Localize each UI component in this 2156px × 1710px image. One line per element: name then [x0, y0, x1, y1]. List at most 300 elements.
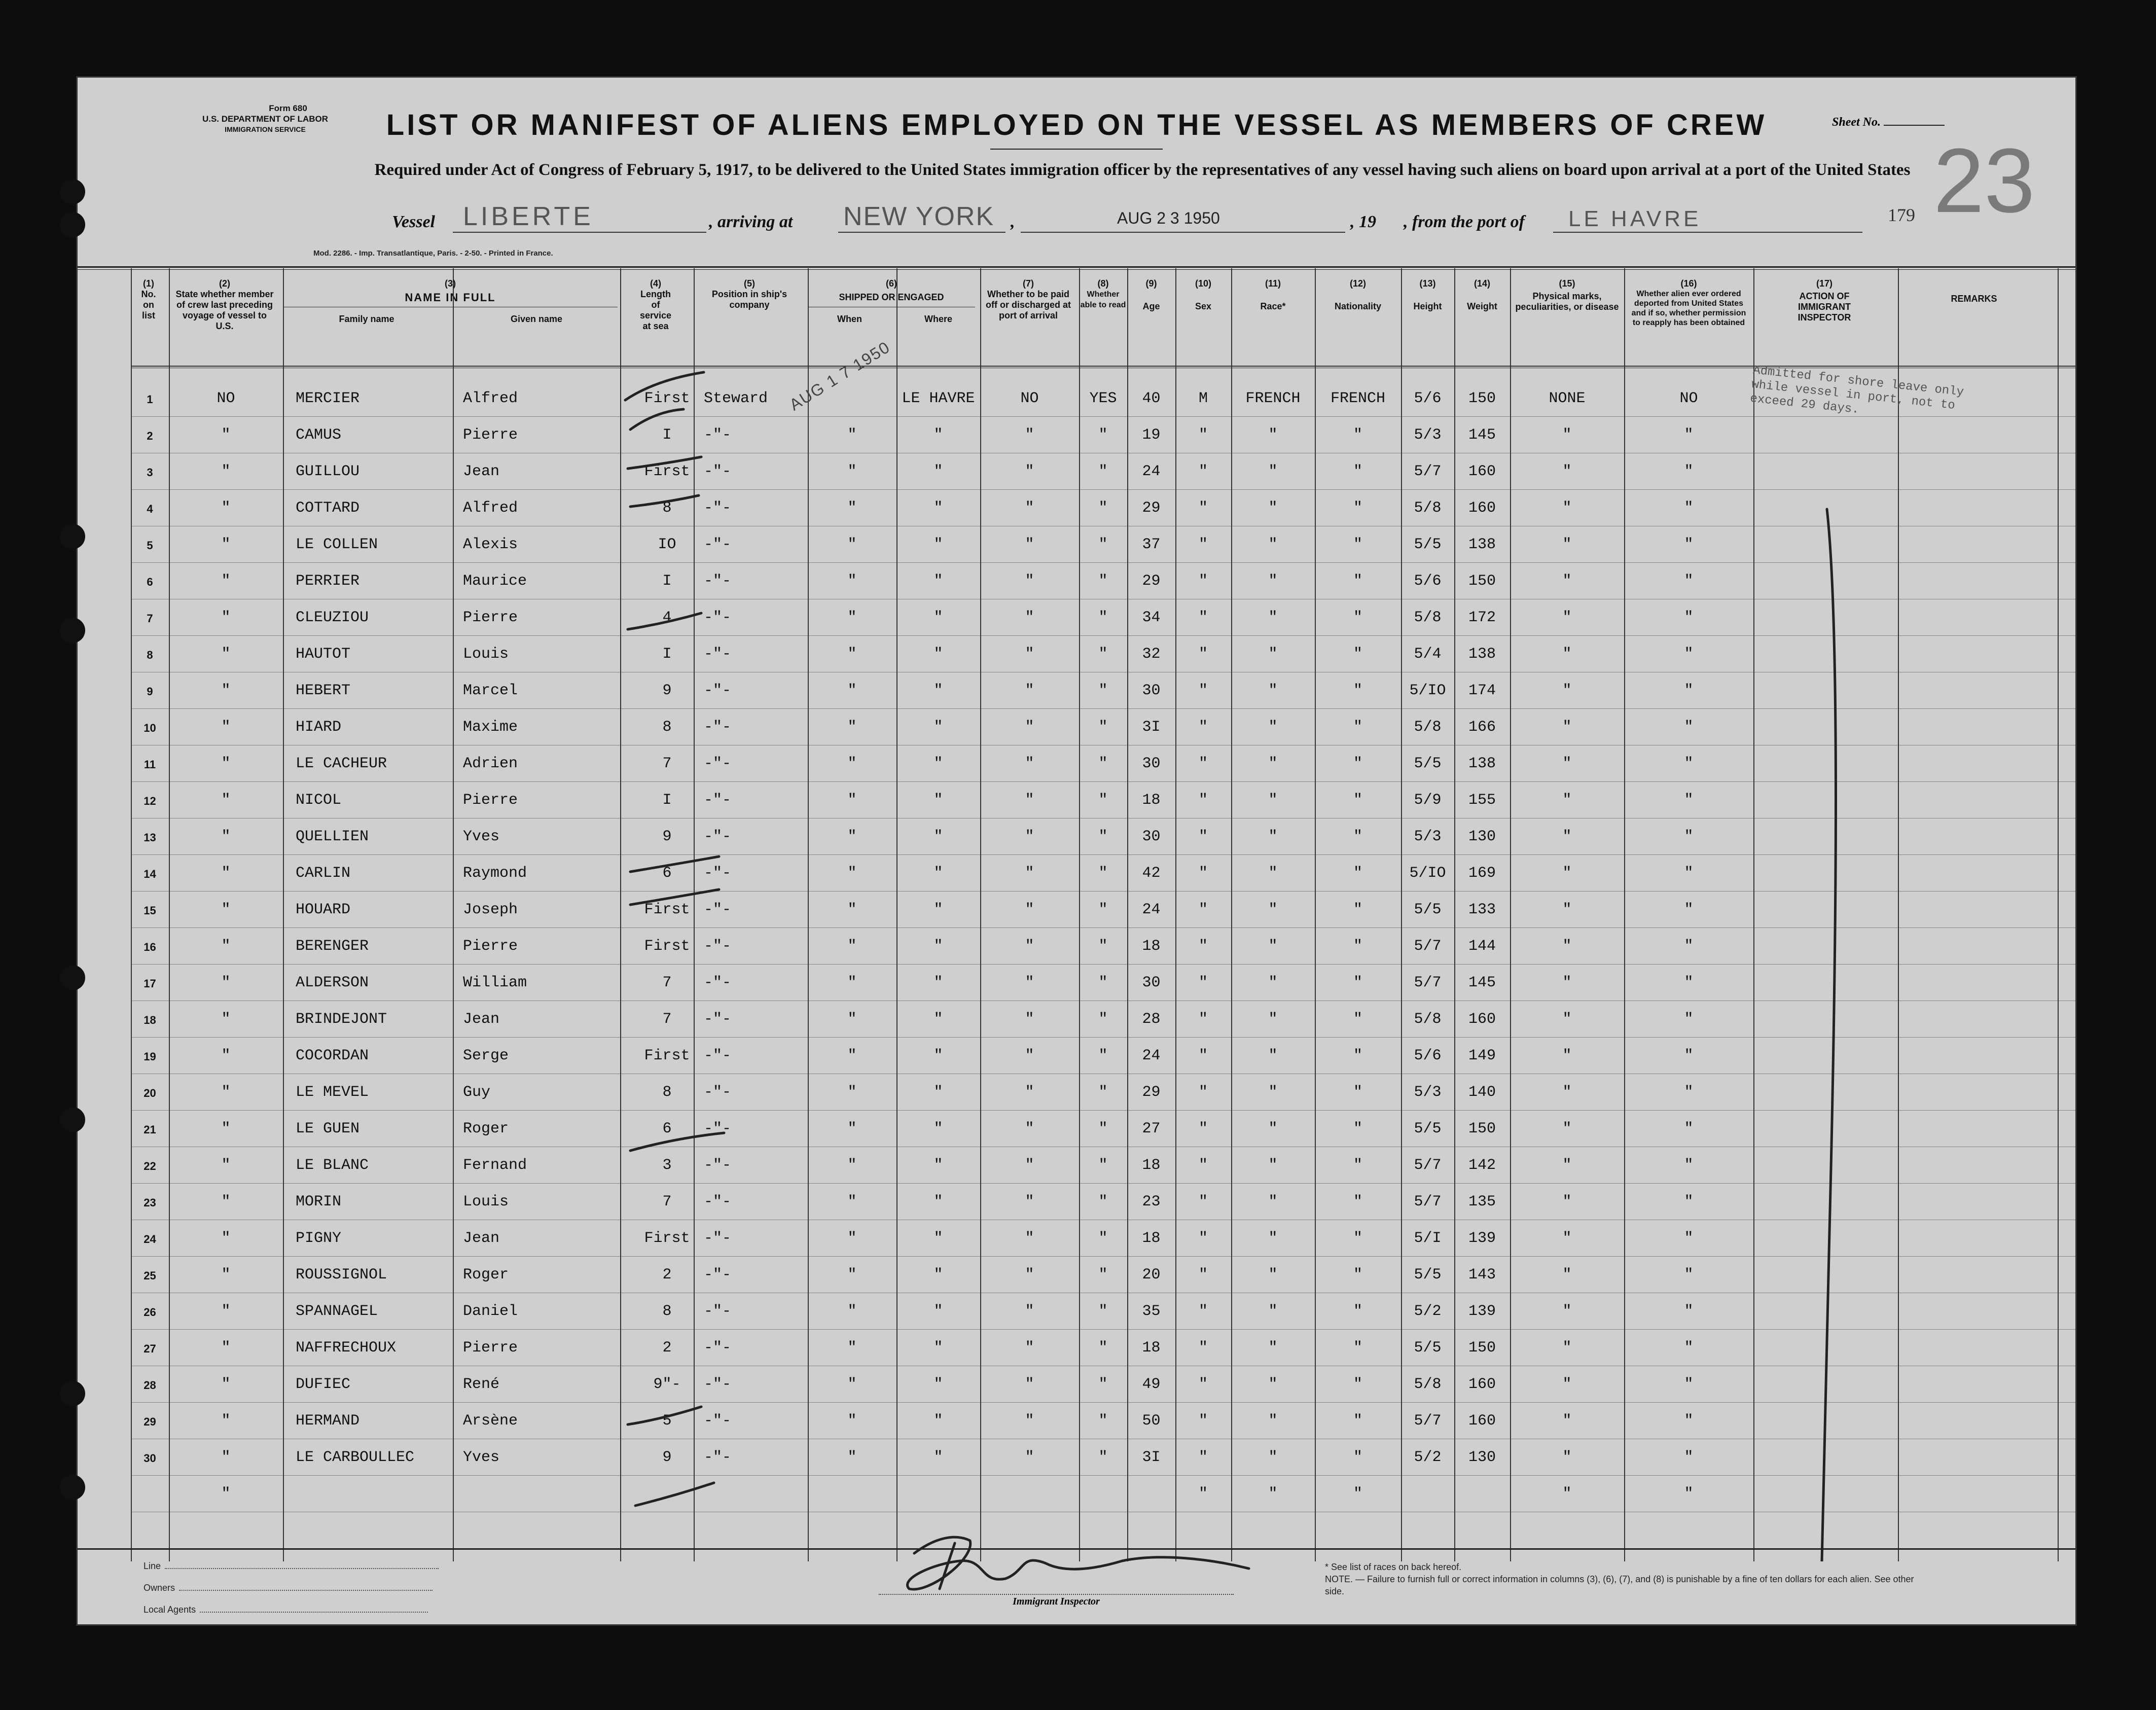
cell-sex: ": [1198, 609, 1208, 626]
cell-deported: ": [1684, 536, 1694, 553]
cell-sex: ": [1198, 755, 1208, 772]
cell-row-number: 20: [143, 1087, 156, 1099]
cell-age: 24: [1142, 901, 1161, 918]
cell-given-name: Maxime: [463, 719, 518, 736]
cell-service-length: 5: [662, 1412, 672, 1430]
cell-able-to-read: ": [1098, 1449, 1108, 1466]
cell-deported: ": [1684, 1230, 1694, 1247]
cell-family-name: NAFFRECHOUX: [296, 1339, 397, 1357]
cell-shipped-where: ": [933, 1011, 943, 1028]
cell-given-name: Marcel: [463, 682, 518, 699]
cell-prev-voyage: ": [221, 1412, 231, 1430]
cell-physical-marks: ": [1562, 1303, 1572, 1320]
cell-sex: ": [1198, 463, 1208, 480]
cell-prev-voyage: NO: [217, 390, 235, 407]
cell-age: 24: [1142, 463, 1161, 480]
cell-height: 5/I: [1414, 1230, 1442, 1247]
cell-sex: ": [1198, 1449, 1208, 1466]
cell-shipped-where: ": [933, 646, 943, 663]
cell-service-length: 9"-: [653, 1376, 681, 1393]
cell-weight: 142: [1468, 1157, 1496, 1174]
cell-given-name: Yves: [463, 1449, 500, 1466]
col-header-11: (11) Race*: [1260, 278, 1286, 311]
cell-row-number: 6: [147, 576, 153, 588]
cell-service-length: 8: [662, 719, 672, 736]
col-header-4: (4) Length of service at sea: [639, 278, 672, 331]
cell-row-number: 4: [147, 503, 153, 515]
cell-service-length: IO: [658, 536, 676, 553]
cell-row-number: 27: [143, 1342, 156, 1355]
col-header-6: (6) SHIPPED OR ENGAGED: [839, 278, 944, 302]
cell-row-number: 24: [143, 1233, 156, 1245]
cell-height: 5/6: [1414, 573, 1442, 590]
cell-paid-off: ": [1025, 1376, 1034, 1393]
cell-deported: ": [1684, 1193, 1694, 1210]
cell-deported: ": [1684, 719, 1694, 736]
cell-weight: 130: [1468, 828, 1496, 845]
cell-given-name: Pierre: [463, 609, 518, 626]
cell-prev-voyage: ": [221, 573, 231, 590]
owners-field: Owners: [143, 1583, 433, 1593]
cell-service-length: First: [644, 1230, 690, 1247]
cell-shipped-when: ": [847, 1303, 857, 1320]
cell-nationality: ": [1353, 755, 1362, 772]
cell-deported: ": [1684, 1376, 1694, 1393]
cell-race: ": [1268, 1157, 1278, 1174]
cell-shipped-where: ": [933, 463, 943, 480]
col-header-14: (14) Weight: [1467, 278, 1497, 311]
cell-nationality: ": [1353, 646, 1362, 663]
cell-nationality: ": [1353, 938, 1362, 955]
vessel-label: Vessel: [392, 212, 435, 231]
cell-height: 5/8: [1414, 500, 1442, 517]
cell-race: ": [1268, 755, 1278, 772]
cell-sex: ": [1198, 426, 1208, 444]
col-header-given: Given name: [510, 314, 563, 324]
cell-able-to-read: ": [1098, 792, 1108, 809]
cell-row-number: 16: [143, 941, 156, 953]
cell-row-number: 7: [147, 612, 153, 625]
cell-height: 5/5: [1414, 1266, 1442, 1284]
cell-age: 3I: [1142, 1449, 1161, 1466]
cell-shipped-where: ": [933, 1412, 943, 1430]
cell-row-number: 1: [147, 393, 153, 406]
cell-prev-voyage: ": [221, 646, 231, 663]
cell-age: 20: [1142, 1266, 1161, 1284]
cell-race: ": [1268, 974, 1278, 991]
cell-nationality: ": [1353, 1011, 1362, 1028]
cell-position: -"-: [704, 536, 732, 553]
cell-height: 5/4: [1414, 646, 1442, 663]
cell-deported: ": [1684, 1157, 1694, 1174]
inspector-signature-line: Immigrant Inspector: [879, 1594, 1234, 1608]
cell-race: ": [1268, 1084, 1278, 1101]
cell-able-to-read: ": [1098, 609, 1108, 626]
cell-row-number: 25: [143, 1269, 156, 1282]
col-header-3: (3) NAME IN FULL: [405, 278, 496, 304]
cell-shipped-where: ": [933, 1230, 943, 1247]
cell-physical-marks: ": [1562, 755, 1572, 772]
year-suffix: , 19: [1350, 212, 1376, 231]
cell-weight: 138: [1468, 536, 1496, 553]
cell-able-to-read: ": [1098, 1412, 1108, 1430]
cell-prev-voyage: ": [221, 1485, 231, 1503]
cell-age: 35: [1142, 1303, 1161, 1320]
cell-weight: 130: [1468, 1449, 1496, 1466]
cell-shipped-where: ": [933, 536, 943, 553]
cell-age: 29: [1142, 573, 1161, 590]
col-header-1: (1) No. on list: [141, 278, 156, 320]
cell-prev-voyage: ": [221, 1047, 231, 1064]
cell-given-name: Roger: [463, 1266, 509, 1284]
cell-able-to-read: YES: [1089, 390, 1117, 407]
cell-weight: 169: [1468, 865, 1496, 882]
cell-paid-off: ": [1025, 719, 1034, 736]
cell-deported: ": [1684, 500, 1694, 517]
cell-physical-marks: ": [1562, 938, 1572, 955]
cell-given-name: Jean: [463, 1011, 500, 1028]
cell-position: -"-: [704, 974, 732, 991]
cell-position: -"-: [704, 1011, 732, 1028]
cell-shipped-where: ": [933, 1376, 943, 1393]
cell-age: 18: [1142, 792, 1161, 809]
cell-paid-off: ": [1025, 1157, 1034, 1174]
cell-age: 49: [1142, 1376, 1161, 1393]
manifest-sheet: [76, 76, 2077, 1626]
cell-able-to-read: ": [1098, 1047, 1108, 1064]
cell-given-name: Serge: [463, 1047, 509, 1064]
inspector-pen-stroke: [1822, 509, 1836, 1561]
cell-position: -"-: [704, 1120, 732, 1137]
cell-sex: ": [1198, 1230, 1208, 1247]
cell-age: 18: [1142, 1157, 1161, 1174]
cell-given-name: Arsène: [463, 1412, 518, 1430]
cell-given-name: Adrien: [463, 755, 518, 772]
cell-given-name: Raymond: [463, 865, 527, 882]
cell-prev-voyage: ": [221, 1193, 231, 1210]
cell-nationality: ": [1353, 1339, 1362, 1357]
cell-paid-off: ": [1025, 1047, 1034, 1064]
cell-paid-off: ": [1025, 792, 1034, 809]
cell-able-to-read: ": [1098, 1230, 1108, 1247]
cell-deported: ": [1684, 1303, 1694, 1320]
cell-shipped-where: ": [933, 1193, 943, 1210]
cell-able-to-read: ": [1098, 1157, 1108, 1174]
printer-line: Mod. 2286. - Imp. Transatlantique, Paris. - 2-50. - Printed in France.: [313, 249, 553, 258]
title-rule: [990, 149, 1163, 150]
cell-age: 19: [1142, 426, 1161, 444]
footnote: [1325, 1561, 1933, 1597]
vessel-name: LIBERTE: [463, 202, 594, 231]
cell-position: -"-: [704, 1047, 732, 1064]
cell-shipped-when: ": [847, 1193, 857, 1210]
cell-physical-marks: ": [1562, 1193, 1572, 1210]
cell-sex: ": [1198, 536, 1208, 553]
cell-weight: 138: [1468, 646, 1496, 663]
cell-race: ": [1268, 1485, 1278, 1503]
cell-shipped-when: ": [847, 901, 857, 918]
cell-service-length: First: [644, 390, 690, 407]
cell-age: 18: [1142, 938, 1161, 955]
cell-able-to-read: ": [1098, 426, 1108, 444]
cell-able-to-read: ": [1098, 865, 1108, 882]
cell-position: -"-: [704, 1339, 732, 1357]
cell-height: 5/5: [1414, 536, 1442, 553]
cell-given-name: Alfred: [463, 500, 518, 517]
cell-family-name: HOUARD: [296, 901, 351, 918]
col-header-remarks: REMARKS: [1951, 294, 1997, 304]
cell-sex: ": [1198, 646, 1208, 663]
cell-sex: ": [1198, 1485, 1208, 1503]
cell-age: 18: [1142, 1339, 1161, 1357]
cell-height: 5/7: [1414, 938, 1442, 955]
cell-prev-voyage: ": [221, 1011, 231, 1028]
cell-race: ": [1268, 1193, 1278, 1210]
cell-nationality: ": [1353, 1412, 1362, 1430]
cell-deported: ": [1684, 426, 1694, 444]
cell-prev-voyage: ": [221, 1449, 231, 1466]
punch-hole: [60, 212, 85, 237]
cell-paid-off: ": [1025, 755, 1034, 772]
col-header-13: (13) Height: [1413, 278, 1442, 311]
cell-able-to-read: ": [1098, 1339, 1108, 1357]
cell-family-name: ROUSSIGNOL: [296, 1266, 387, 1284]
cell-position: -"-: [704, 1157, 732, 1174]
cell-height: 5/7: [1414, 1412, 1442, 1430]
cell-family-name: GUILLOU: [296, 463, 360, 480]
cell-nationality: ": [1353, 536, 1362, 553]
cell-service-length: I: [662, 573, 672, 590]
cell-row-number: 15: [143, 904, 156, 917]
cell-weight: 150: [1468, 573, 1496, 590]
cell-deported: ": [1684, 1266, 1694, 1284]
cell-deported: ": [1684, 463, 1694, 480]
cell-race: ": [1268, 719, 1278, 736]
cell-age: 18: [1142, 1230, 1161, 1247]
cell-shipped-where: ": [933, 682, 943, 699]
department-name: U.S. DEPARTMENT OF LABOR: [202, 114, 329, 124]
cell-deported: ": [1684, 1449, 1694, 1466]
cell-nationality: ": [1353, 1230, 1362, 1247]
cell-prev-voyage: ": [221, 719, 231, 736]
cell-nationality: ": [1353, 500, 1362, 517]
cell-nationality: ": [1353, 865, 1362, 882]
cell-deported: ": [1684, 901, 1694, 918]
cell-physical-marks: ": [1562, 1485, 1572, 1503]
cell-weight: 138: [1468, 755, 1496, 772]
cell-race: ": [1268, 1011, 1278, 1028]
cell-paid-off: ": [1025, 1449, 1034, 1466]
cell-sex: ": [1198, 865, 1208, 882]
cell-sex: ": [1198, 1303, 1208, 1320]
cell-sex: ": [1198, 792, 1208, 809]
cell-able-to-read: ": [1098, 974, 1108, 991]
cell-physical-marks: ": [1562, 609, 1572, 626]
cell-deported: ": [1684, 865, 1694, 882]
col-header-when: When: [837, 314, 862, 324]
cell-prev-voyage: ": [221, 1157, 231, 1174]
cell-weight: 150: [1468, 1120, 1496, 1137]
cell-shipped-when: ": [847, 828, 857, 845]
cell-race: ": [1268, 682, 1278, 699]
cell-height: 5/5: [1414, 755, 1442, 772]
cell-family-name: LE COLLEN: [296, 536, 378, 553]
cell-sex: M: [1198, 390, 1208, 407]
cell-sex: ": [1198, 1412, 1208, 1430]
cell-shipped-when: ": [847, 755, 857, 772]
cell-able-to-read: ": [1098, 1303, 1108, 1320]
cell-able-to-read: ": [1098, 755, 1108, 772]
cell-sex: ": [1198, 1266, 1208, 1284]
cell-shipped-where: ": [933, 1303, 943, 1320]
cell-nationality: ": [1353, 1376, 1362, 1393]
cell-paid-off: ": [1025, 536, 1034, 553]
cell-service-length: 2: [662, 1266, 672, 1284]
cell-nationality: ": [1353, 1303, 1362, 1320]
cell-given-name: Louis: [463, 646, 509, 663]
cell-physical-marks: ": [1562, 1047, 1572, 1064]
cell-height: 5/IO: [1409, 865, 1446, 882]
cell-paid-off: ": [1025, 646, 1034, 663]
cell-sex: ": [1198, 1011, 1208, 1028]
cell-row-number: 10: [143, 722, 156, 734]
cell-row-number: 22: [143, 1160, 156, 1172]
cell-height: 5/6: [1414, 390, 1442, 407]
cell-row-number: 9: [147, 685, 153, 698]
cell-given-name: Roger: [463, 1120, 509, 1137]
cell-service-length: 2: [662, 1339, 672, 1357]
cell-age: 50: [1142, 1412, 1161, 1430]
cell-given-name: Jean: [463, 1230, 500, 1247]
cell-deported: ": [1684, 1412, 1694, 1430]
cell-paid-off: ": [1025, 901, 1034, 918]
cell-age: 42: [1142, 865, 1161, 882]
cell-deported: ": [1684, 1084, 1694, 1101]
cell-race: ": [1268, 463, 1278, 480]
cell-shipped-where: ": [933, 573, 943, 590]
cell-prev-voyage: ": [221, 1120, 231, 1137]
cell-nationality: ": [1353, 792, 1362, 809]
cell-shipped-when: ": [847, 1339, 857, 1357]
cell-height: 5/7: [1414, 1157, 1442, 1174]
cell-height: 5/3: [1414, 426, 1442, 444]
cell-given-name: Pierre: [463, 938, 518, 955]
cell-race: ": [1268, 500, 1278, 517]
cell-race: ": [1268, 573, 1278, 590]
cell-service-length: 3: [662, 1157, 672, 1174]
cell-family-name: COTTARD: [296, 500, 360, 517]
cell-deported: ": [1684, 828, 1694, 845]
cell-service-length: 7: [662, 1193, 672, 1210]
cell-row-number: 3: [147, 466, 153, 479]
cell-service-length: 7: [662, 755, 672, 772]
crew-table: [78, 268, 2075, 1561]
cell-family-name: QUELLIEN: [296, 828, 369, 845]
cell-paid-off: ": [1025, 865, 1034, 882]
page-title: LIST OR MANIFEST OF ALIENS EMPLOYED ON THE VESSEL AS MEMBERS OF CREW: [386, 109, 1767, 141]
cell-deported: NO: [1679, 390, 1698, 407]
side-number: 179: [1888, 205, 1915, 225]
cell-shipped-when: ": [847, 1047, 857, 1064]
cell-weight: 144: [1468, 938, 1496, 955]
cell-weight: 143: [1468, 1266, 1496, 1284]
cell-paid-off: ": [1025, 1084, 1034, 1101]
cell-sex: ": [1198, 1339, 1208, 1357]
cell-weight: 166: [1468, 719, 1496, 736]
inspector-signature: [853, 1523, 1320, 1599]
cell-height: 5/5: [1414, 1339, 1442, 1357]
cell-position: -"-: [704, 1230, 732, 1247]
cell-service-length: 8: [662, 1303, 672, 1320]
cell-shipped-when: ": [847, 426, 857, 444]
cell-row-number: 12: [143, 795, 156, 807]
cell-position: -"-: [704, 682, 732, 699]
cell-prev-voyage: ": [221, 1303, 231, 1320]
cell-service-length: 8: [662, 1084, 672, 1101]
cell-able-to-read: ": [1098, 1120, 1108, 1137]
cell-weight: 160: [1468, 1011, 1496, 1028]
cell-family-name: LE BLANC: [296, 1157, 369, 1174]
cell-position: -"-: [704, 938, 732, 955]
cell-service-length: I: [662, 426, 672, 444]
cell-physical-marks: ": [1562, 974, 1572, 991]
cell-service-length: 8: [662, 500, 672, 517]
cell-deported: ": [1684, 573, 1694, 590]
cell-family-name: CARLIN: [296, 865, 351, 882]
cell-race: ": [1268, 828, 1278, 845]
cell-given-name: Pierre: [463, 792, 518, 809]
cell-able-to-read: ": [1098, 1193, 1108, 1210]
col-header-where: Where: [924, 314, 952, 324]
cell-nationality: FRENCH: [1330, 390, 1386, 407]
cell-race: ": [1268, 1412, 1278, 1430]
cell-age: 29: [1142, 500, 1161, 517]
cell-family-name: PIGNY: [296, 1230, 342, 1247]
cell-position: -"-: [704, 792, 732, 809]
cell-sex: ": [1198, 1193, 1208, 1210]
cell-family-name: LE CACHEUR: [296, 755, 387, 772]
cell-shipped-where: ": [933, 938, 943, 955]
cell-age: 40: [1142, 390, 1161, 407]
cell-service-length: First: [644, 938, 690, 955]
cell-nationality: ": [1353, 1120, 1362, 1137]
cell-able-to-read: ": [1098, 828, 1108, 845]
cell-position: -"-: [704, 828, 732, 845]
cell-row-number: 14: [143, 868, 156, 880]
cell-prev-voyage: ": [221, 426, 231, 444]
cell-race: ": [1268, 1266, 1278, 1284]
cell-shipped-when: ": [847, 719, 857, 736]
cell-nationality: ": [1353, 1266, 1362, 1284]
cell-race: ": [1268, 1303, 1278, 1320]
cell-height: 5/8: [1414, 609, 1442, 626]
cell-shipped-where: ": [933, 500, 943, 517]
cell-family-name: MERCIER: [296, 390, 360, 407]
cell-given-name: Joseph: [463, 901, 518, 918]
cell-shipped-when: ": [847, 792, 857, 809]
cell-height: 5/8: [1414, 719, 1442, 736]
cell-height: 5/7: [1414, 463, 1442, 480]
cell-prev-voyage: ": [221, 755, 231, 772]
cell-race: ": [1268, 609, 1278, 626]
cell-given-name: Yves: [463, 828, 500, 845]
cell-shipped-where: ": [933, 1266, 943, 1284]
arriving-port: NEW YORK: [843, 202, 995, 231]
cell-row-number: 18: [143, 1014, 156, 1026]
cell-paid-off: ": [1025, 1120, 1034, 1137]
cell-given-name: Pierre: [463, 426, 518, 444]
cell-sex: ": [1198, 1084, 1208, 1101]
